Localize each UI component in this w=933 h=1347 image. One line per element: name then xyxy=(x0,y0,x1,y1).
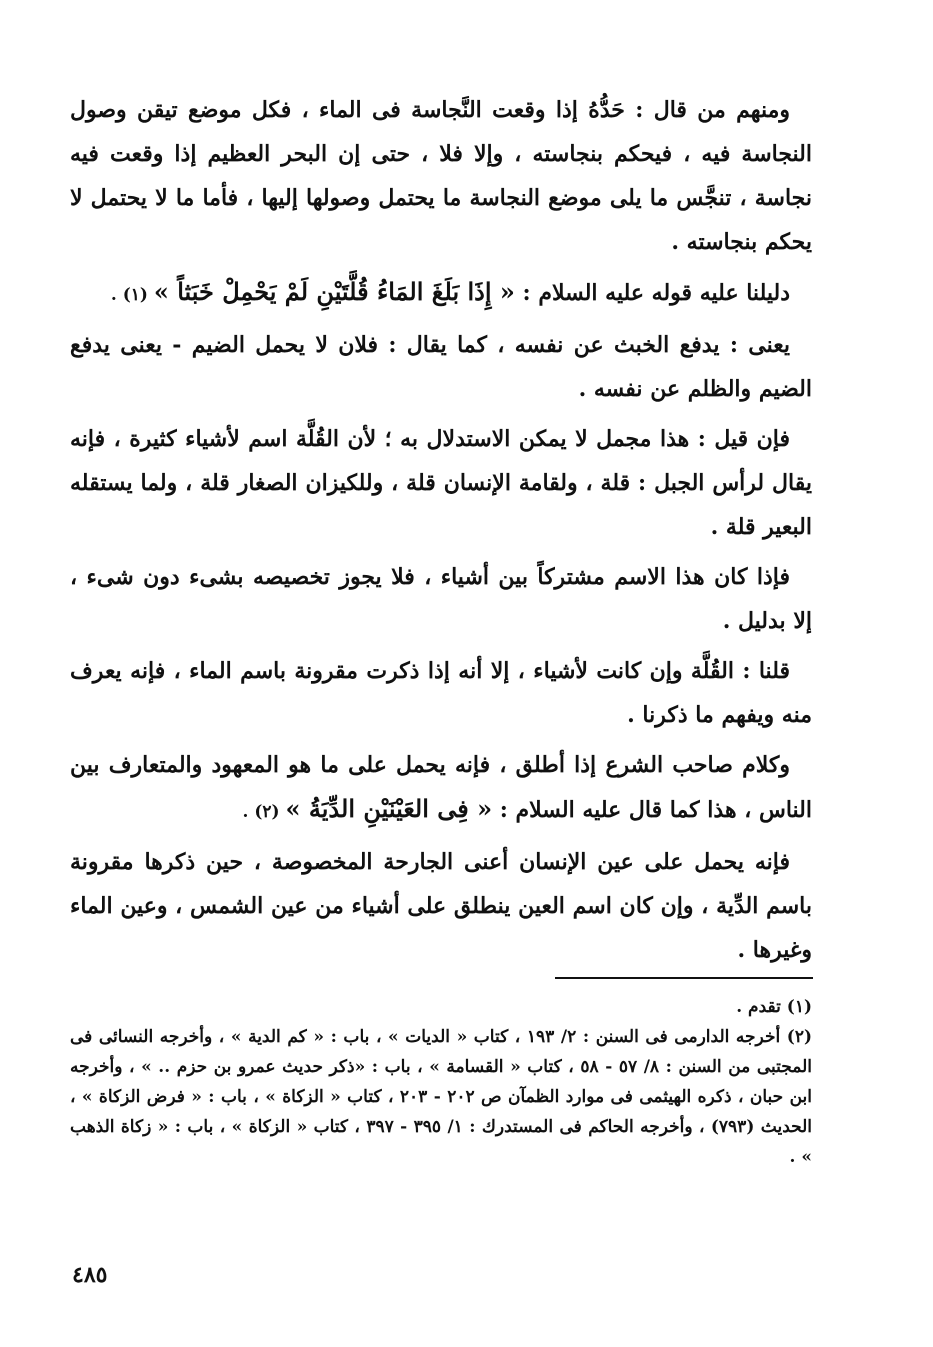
paragraph-lead: وكلام صاحب الشرع إذا أطلق ، فإنه يحمل على ما هو المعهود والمتعارف بين الناس ، هذا كما قال عليه السلام : xyxy=(70,752,812,823)
paragraph: فإذا كان هذا الاسم مشتركاً بين أشياء ، فلا يجوز تخصيصه بشىء دون شىء ، إلا بدليل . xyxy=(70,564,812,634)
hadith-quote: « إِذَا بَلَغَ المَاءُ قُلَّتَيْنِ لَمْ يَحْمِلْ خَبَثاً » xyxy=(153,277,515,306)
paragraph-hadith-diya xyxy=(70,743,812,834)
footnote-reference: (١) . xyxy=(110,285,154,305)
page-number: ٤٨٥ xyxy=(72,1262,108,1288)
paragraph-lead: دليلنا عليه قوله عليه السلام : xyxy=(514,280,790,306)
paragraph: فإنه يحمل على عين الإنسان أعنى الجارحة المخصوصة ، حين ذكرها مقرونة باسم الدِّية ، وإن كان اسم العين ينطلق على أشياء من عين الشمس ، وعين الماء وغيرها . xyxy=(70,849,812,963)
footnote-2: (٢) أخرجه الدارمى فى السنن : ٢/ ١٩٣ ، كتاب « الديات » ، باب : « كم الدية » ، وأخرجه النسائى فى المجتبى من السنن : ٨/ ٥٧ - ٥٨ ، كتاب « القسامة » ، باب : «ذكر حديث عمرو بن حزم .. » ، وأخرجه ابن حبان ، ذكره الهيثمى فى موارد الظمآن ص ٢٠٢ - ٢٠٣ ، كتاب « الزكاة » ، باب : « فرض الزكاة » ، الحديث (٧٩٣) ، وأخرجه الحاكم فى المستدرك : ١/ ٣٩٥ - ٣٩٧ ، كتاب « الزكاة » ، باب : « زكاة الذهب » . xyxy=(70,1027,813,1167)
paragraph: فإن قيل : هذا مجمل لا يمكن الاستدلال به ؛ لأن القُلَّة اسم لأشياء كثيرة ، فإنه يقال لرأس الجبل : قلة ، ولقامة الإنسان قلة ، وللكيزان الصغار قلة ، ولما يستقله البعير قلة . xyxy=(70,426,812,540)
paragraph-hadith-qullatayn xyxy=(70,270,812,317)
paragraph: قلنا : القُلَّة وإن كانت لأشياء ، إلا أنه إذا ذكرت مقرونة باسم الماء ، فإنه يعرف منه ويفهم ما ذكرنا . xyxy=(70,658,812,728)
footnote-reference: (٢) . xyxy=(242,802,286,822)
page-body xyxy=(70,88,812,978)
footnotes xyxy=(70,992,812,1172)
footnote-1: (١) تقدم . xyxy=(736,997,812,1017)
footnote-separator xyxy=(555,977,813,979)
hadith-quote: « فِى العَيْنَيْنِ الدِّيَةُ » xyxy=(285,794,493,823)
paragraph: ومنهم من قال : حَدُّهُ إذا وقعت النَّجاسة فى الماء ، فكل موضع تيقن وصول النجاسة فيه ، فيحكم بنجاسته ، وإلا فلا ، حتى إن البحر العظيم إذا وقعت فيه نجاسة ، تنجَّس ما يلى موضع النجاسة ما يحتمل وصولها إليها ، فأما ما لا يحتمل لا يحكم بنجاسته . xyxy=(70,97,812,255)
paragraph: يعنى : يدفع الخبث عن نفسه ، كما يقال : فلان لا يحمل الضيم - يعنى يدفع الضيم والظلم عن نفسه . xyxy=(70,332,812,402)
